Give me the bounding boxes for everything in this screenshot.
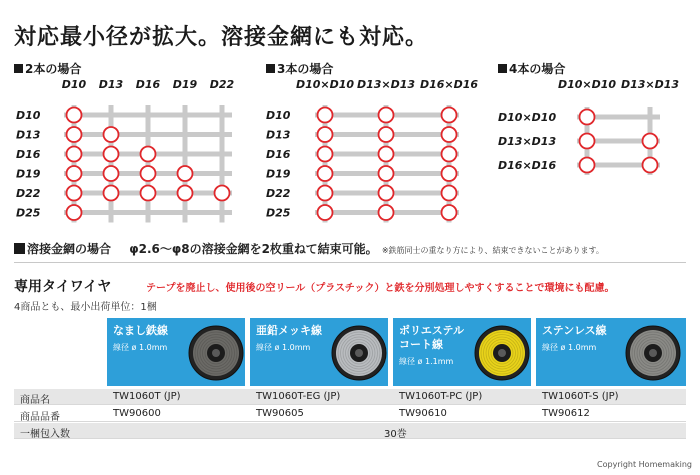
copyright: Copyright Homemaking [597,460,692,469]
model-cell: TW1060T-S (JP) [542,391,619,402]
table-row-code [14,406,686,422]
compatible-circle [141,147,156,162]
code-cell: TW90600 [113,408,161,419]
mesh-title: 溶接金網の場合 [27,242,112,256]
column-label: D10 [61,78,87,91]
column-label: D16 [135,78,161,91]
compatible-circle [104,186,119,201]
column-label: D19 [172,78,198,91]
compatible-circle [442,108,457,123]
tie-wire-min-order: 4商品とも、最小出荷単位：1梱 [14,302,157,313]
table-row-model [14,389,686,405]
compatible-circle [442,147,457,162]
product-name: ステンレス線 [542,324,607,337]
compatible-circle [67,147,82,162]
model-cell: TW1060T (JP) [113,391,181,402]
two-bars-grid [0,70,250,225]
compatible-circle [67,166,82,181]
compatible-circle [643,134,658,149]
three-bars-title-text: 3本の場合 [277,62,334,76]
row-label: D22 [266,187,291,200]
column-label: D10×D10 [295,78,355,91]
four-bars-grid [490,70,700,190]
row-label: D16 [266,148,291,161]
compatible-circle [141,186,156,201]
mesh-note: ※鉄筋同士の重なり方により、結束できないことがあります。 [381,246,604,255]
three-bars-grid [250,70,490,225]
compatible-circle [379,108,394,123]
row-label: 一梱包入数 [20,429,70,440]
product-wire-size: 線径 ø 1.0mm [113,343,168,352]
rebar-vertical [183,105,188,223]
rebar-vertical [109,105,114,223]
mesh-text: φ2.6～φ8の溶接金網を2枚重ねて結束可能。 [129,242,378,256]
model-cell: TW1060T-PC (JP) [399,391,483,402]
compatible-circle [318,166,333,181]
square-bullet-icon [14,243,25,254]
code-cell: TW90610 [399,408,447,419]
column-label: D13 [98,78,124,91]
compatible-circle [67,186,82,201]
row-label: 商品品番 [20,412,60,423]
compatible-circle [141,166,156,181]
rebar-horizontal [64,132,232,137]
wire-spool-icon [473,324,531,382]
product-card-0 [107,318,245,386]
compatible-circle [379,186,394,201]
wire-spool-icon [330,324,388,382]
pack-cell: 30巻 [384,429,407,440]
row-label: D22 [16,187,41,200]
column-label: D16×D16 [419,78,479,91]
product-wire-size: 線径 ø 1.1mm [399,357,454,366]
compatible-circle [215,186,230,201]
product-name: 亜鉛メッキ線 [256,324,322,337]
compatible-circle [67,127,82,142]
compatible-circle [67,108,82,123]
product-name: なまし鉄線 [113,324,168,337]
compatible-circle [442,127,457,142]
compatible-circle [318,147,333,162]
rebar-vertical [220,105,225,223]
row-label: D13 [16,128,41,142]
row-label: D10×D10 [498,111,557,124]
compatible-circle [318,127,333,142]
compatible-circle [104,147,119,162]
compatible-circle [178,186,193,201]
compatible-circle [379,127,394,142]
column-label: D22 [209,78,235,91]
tie-wire-title: 専用タイワイヤ [14,279,112,295]
row-label: D13 [266,128,291,142]
compatible-circle [580,110,595,125]
compatible-circle [318,205,333,220]
column-label: D13×D13 [356,78,416,91]
compatible-circle [178,166,193,181]
tie-wire-description: テープを廃止し、使用後の空リール（プラスチック）と鉄を分別処理しやすくすることで環境にも配慮。 [146,283,615,294]
row-label: D25 [266,206,291,220]
compatible-circle [379,166,394,181]
row-label: 商品名 [20,395,50,406]
rebar-horizontal [64,113,232,118]
product-name: ポリエステル コート線 [399,324,465,351]
column-label: D10×D10 [557,78,617,91]
row-label: D13×D13 [498,135,557,148]
rebar-horizontal [64,210,232,215]
section-divider [14,262,686,263]
column-label: D13×D13 [620,78,680,91]
compatible-circle [318,108,333,123]
row-label: D19 [266,167,291,181]
product-wire-size: 線径 ø 1.0mm [542,343,597,352]
headline: 対応最小径が拡大。溶接金網にも対応。 [14,25,429,50]
compatible-circle [442,205,457,220]
compatible-circle [104,127,119,142]
code-cell: TW90612 [542,408,590,419]
mesh-info [14,240,604,257]
row-label: D16 [16,148,41,161]
product-card-2 [393,318,531,386]
compatible-circle [442,186,457,201]
compatible-circle [442,166,457,181]
row-label: D10 [16,109,41,122]
product-card-1 [250,318,388,386]
code-cell: TW90605 [256,408,304,419]
rebar-vertical [146,105,151,223]
compatible-circle [379,147,394,162]
model-cell: TW1060T-EG (JP) [256,391,341,402]
two-bars-title-text: 2本の場合 [25,62,82,76]
product-wire-size: 線径 ø 1.0mm [256,343,311,352]
wire-spool-icon [624,324,682,382]
row-label: D19 [16,167,41,181]
row-label: D10 [266,109,291,122]
four-bars-title-text: 4本の場合 [509,62,566,76]
table-row-pack [14,423,686,439]
wire-spool-icon [187,324,245,382]
compatible-circle [643,158,658,173]
compatible-circle [580,134,595,149]
compatible-circle [67,205,82,220]
compatible-circle [318,186,333,201]
compatible-circle [379,205,394,220]
compatible-circle [104,166,119,181]
row-label: D16×D16 [498,159,557,172]
product-card-3 [536,318,686,386]
row-label: D25 [16,206,41,220]
compatible-circle [580,158,595,173]
